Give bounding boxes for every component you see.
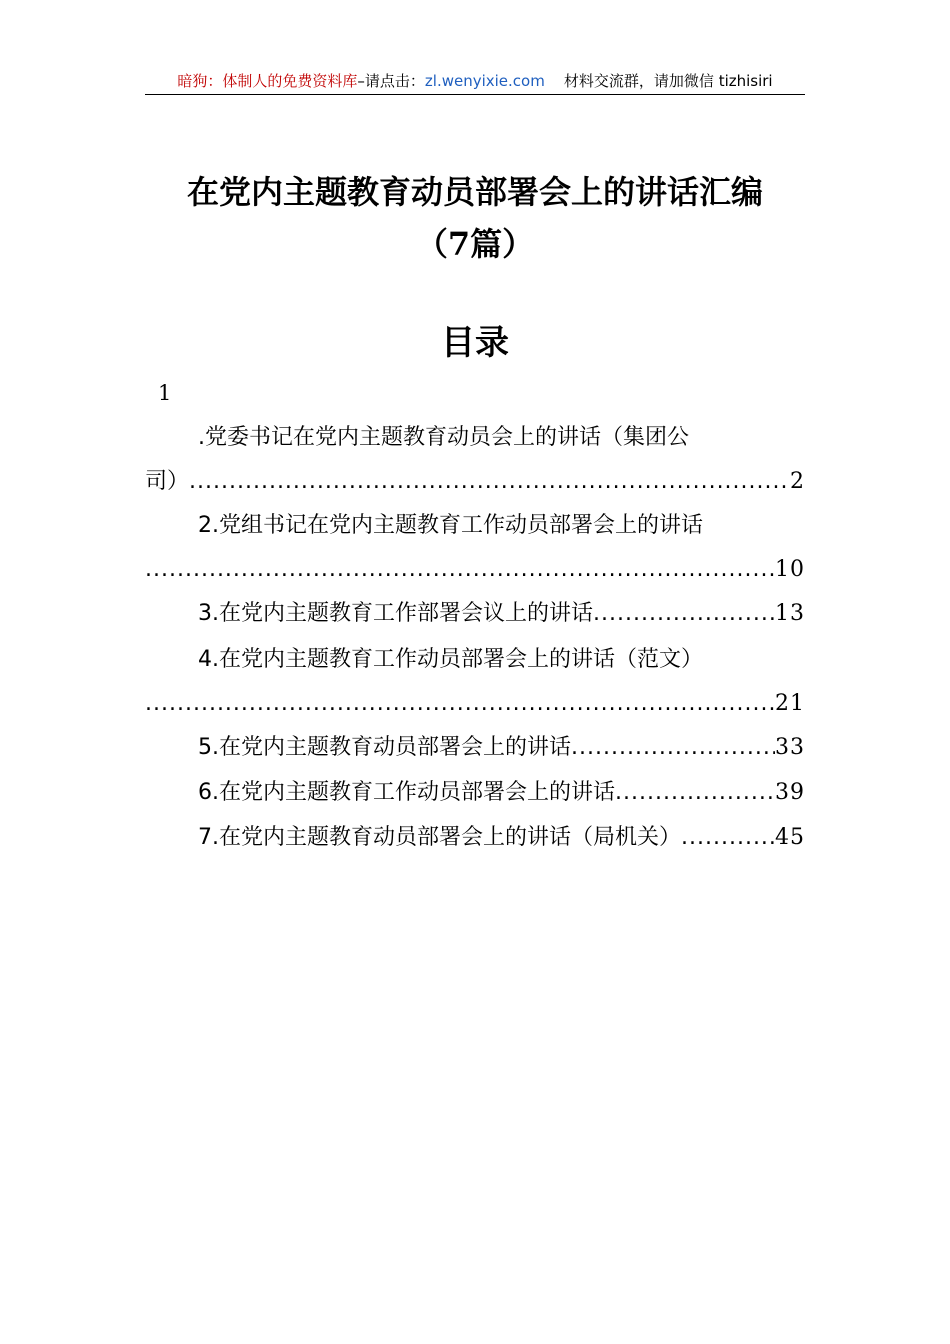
toc-item-2[interactable] [198, 510, 805, 542]
toc-item-1-page: 2 [790, 469, 805, 494]
toc-item-7[interactable] [198, 822, 805, 854]
toc-item-7-text: 7.在党内主题教育动员部署会上的讲话（局机关） [198, 825, 681, 850]
toc-leader-dots [571, 732, 775, 764]
toc-item-6-page: 39 [775, 780, 805, 805]
header-url-link[interactable]: zl.wenyixie.com [424, 72, 545, 90]
toc-item-4-page: 21 [775, 691, 805, 716]
toc-item-7-page: 45 [775, 825, 805, 850]
header-site-name: 暗狗：体制人的免费资料库 [177, 72, 358, 90]
toc-item-6-text: 6.在党内主题教育工作动员部署会上的讲话 [198, 780, 615, 805]
toc-item-5-text: 5.在党内主题教育动员部署会上的讲话 [198, 735, 571, 760]
page-header [145, 68, 805, 95]
toc-item-1-continuation[interactable] [145, 466, 805, 498]
header-prompt: –请点击： [357, 72, 425, 90]
document-title-line1: 在党内主题教育动员部署会上的讲话汇编 [186, 173, 763, 211]
toc-item-1[interactable] [198, 422, 805, 454]
toc-leader-dots [615, 777, 775, 809]
toc-item-3-page: 13 [775, 601, 805, 626]
toc-item-4-text: 4.在党内主题教育工作动员部署会上的讲话（范文） [198, 647, 703, 672]
toc-item-6[interactable] [198, 777, 805, 809]
toc-item-1-text: .党委书记在党内主题教育动员会上的讲话（集团公 [198, 425, 689, 450]
toc-orphan-number: 1 [158, 381, 172, 405]
toc-item-2-page: 10 [775, 557, 805, 582]
toc-item-3-text: 3.在党内主题教育工作部署会议上的讲话 [198, 601, 593, 626]
toc-item-4-continuation[interactable] [145, 688, 805, 720]
toc-leader-dots [145, 554, 775, 586]
document-title-line2: （7篇） [415, 225, 535, 263]
toc-item-3[interactable] [198, 598, 805, 630]
toc-item-5-page: 33 [775, 735, 805, 760]
toc-item-4[interactable] [198, 644, 805, 676]
header-contact: 材料交流群，请加微信 tizhisiri [563, 72, 773, 90]
toc-leader-dots [593, 598, 775, 630]
toc-item-2-text: 2.党组书记在党内主题教育工作动员部署会上的讲话 [198, 513, 703, 538]
toc-item-2-continuation[interactable] [145, 554, 805, 586]
toc-leader-dots [189, 466, 790, 498]
toc-item-1-text-continued: 司） [145, 469, 190, 494]
toc-heading: 目录 [441, 323, 509, 363]
toc-item-5[interactable] [198, 732, 805, 764]
toc-leader-dots [145, 688, 775, 720]
toc-leader-dots [681, 822, 775, 854]
